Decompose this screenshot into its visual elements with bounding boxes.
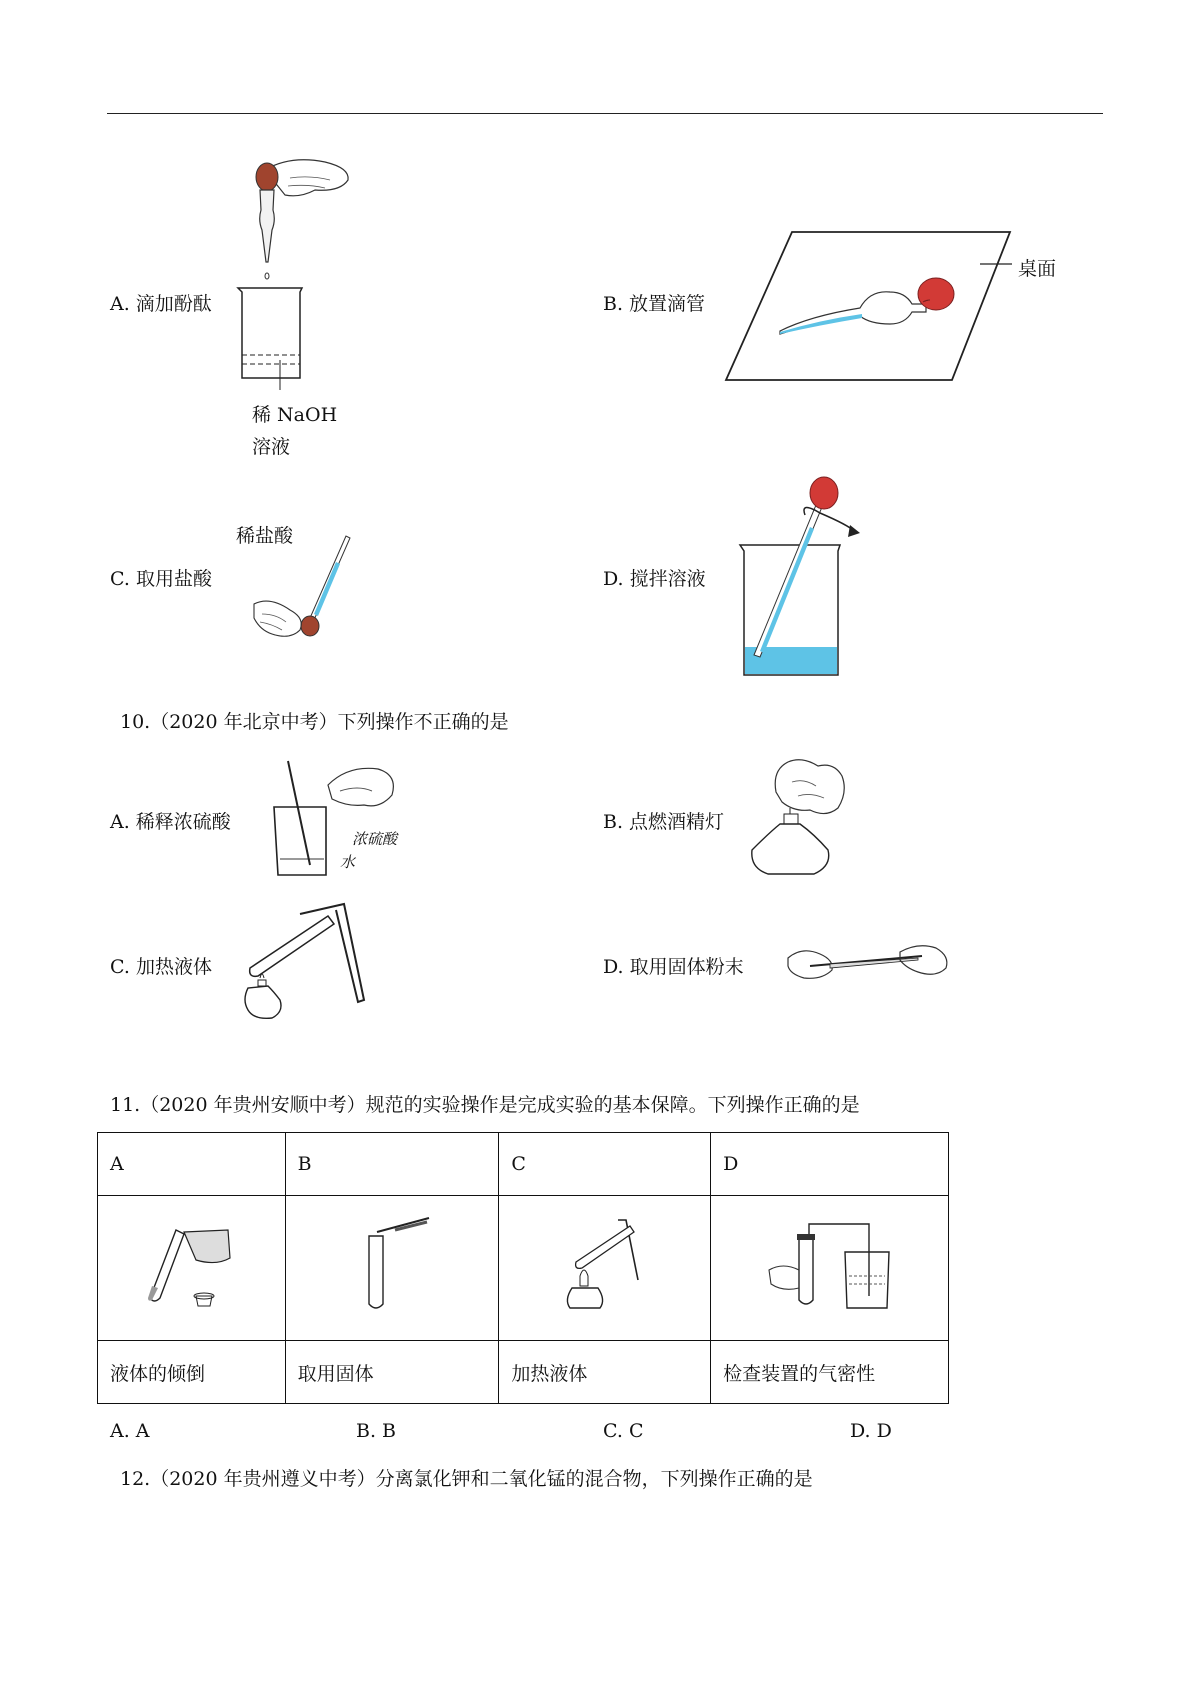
q11-stem: 11.（2020 年贵州安顺中考）规范的实验操作是完成实验的基本保障。下列操作正确的是 [110, 1094, 860, 1116]
q9-option-c-label: C. 取用盐酸 [110, 568, 212, 590]
q9-option-a-label: A. 滴加酚酞 [110, 293, 212, 315]
q9-option-d-figure [730, 475, 880, 680]
q10-option-a-figure [268, 755, 408, 885]
q11-options-table [97, 1132, 949, 1404]
q11-caption-d: 检查装置的气密性 [711, 1341, 949, 1404]
q11-caption-a: 液体的倾倒 [98, 1341, 286, 1404]
q11-header-a: A [98, 1133, 286, 1196]
q10-a-annotation-water: 水 [340, 853, 356, 871]
q11-choice-a: A. A [110, 1420, 150, 1442]
q9-option-b-label: B. 放置滴管 [603, 293, 706, 315]
q11-choice-c: C. C [603, 1420, 644, 1442]
header-rule [107, 113, 1103, 114]
q9-option-d-label: D. 搅拌溶液 [603, 568, 706, 590]
q9-a-annotation-solution: 溶液 [252, 436, 291, 458]
q10-option-d-label: D. 取用固体粉末 [603, 956, 744, 978]
q10-option-a-label: A. 稀释浓硫酸 [110, 811, 231, 833]
q11-header-b: B [285, 1133, 499, 1196]
q9-option-c-figure [250, 530, 360, 650]
q10-option-c-label: C. 加热液体 [110, 956, 212, 978]
q9-c-annotation-hcl: 稀盐酸 [236, 525, 294, 547]
q9-a-annotation-naoh: 稀 NaOH [252, 404, 338, 426]
q11-figure-d [711, 1196, 949, 1341]
q10-option-c-figure [240, 900, 375, 1030]
q11-choice-d: D. D [850, 1420, 892, 1442]
q12-stem: 12.（2020 年贵州遵义中考）分离氯化钾和二氧化锰的混合物，下列操作正确的是 [120, 1468, 813, 1490]
q11-caption-b: 取用固体 [285, 1341, 499, 1404]
q11-figure-b [285, 1196, 499, 1341]
q11-header-c: C [499, 1133, 711, 1196]
q9-b-annotation-desk: 桌面 [1018, 258, 1057, 280]
q11-caption-c: 加热液体 [499, 1341, 711, 1404]
q11-figure-c [499, 1196, 711, 1341]
q10-option-d-figure [782, 938, 952, 988]
q10-option-b-label: B. 点燃酒精灯 [603, 811, 725, 833]
q10-a-annotation-acid: 浓硫酸 [352, 830, 398, 848]
q11-choice-b: B. B [356, 1420, 397, 1442]
q10-option-b-figure [746, 752, 856, 882]
q11-figure-a [98, 1196, 286, 1341]
q10-stem: 10.（2020 年北京中考）下列操作不正确的是 [120, 711, 509, 733]
q11-header-d: D [711, 1133, 949, 1196]
q9-option-b-figure [720, 228, 1060, 388]
